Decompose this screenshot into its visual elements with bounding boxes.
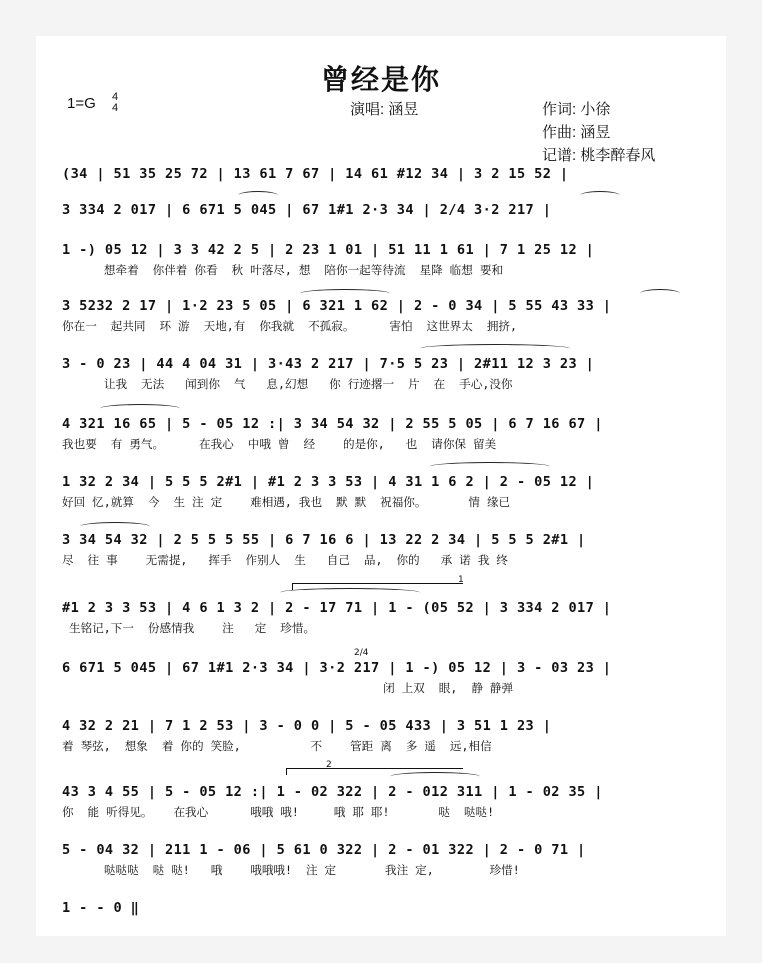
time-sig-bottom: 4	[112, 102, 119, 114]
time-signature	[112, 92, 118, 114]
system-notes: 4 321 16 65 | 5 - 05 12 :| 3 34 54 32 | 2 55 5 05 | 6 7 16 67 |	[62, 416, 603, 432]
slur-mark	[280, 588, 420, 597]
composer-credit: 作曲: 涵昱	[542, 124, 611, 141]
system-lyrics: 我也要 有 勇气。 在我心 中哦 曾 经 的是你, 也 请你保 留美	[62, 437, 497, 451]
system-lyrics: 你 能 听得见。 在我心 哦哦 哦! 哦 耶 耶! 哒 哒哒!	[62, 805, 495, 819]
system-notes: 1 - - 0 ‖	[62, 900, 140, 916]
slur-mark	[300, 289, 390, 298]
system-notes: 3 - 0 23 | 44 4 04 31 | 3·43 2 217 | 7·5 5 23 | 2#11 12 3 23 |	[62, 356, 595, 372]
system-4	[62, 296, 692, 334]
system-lyrics: 着 琴弦, 想象 着 你的 笑脸, 不 管距 离 多 遥 远,相信	[62, 739, 492, 753]
singer-credit: 演唱: 涵昱	[350, 101, 419, 118]
system-notes: 3 5232 2 17 | 1·2 23 5 05 | 6 321 1 62 | 2 - 0 34 | 5 55 43 33 |	[62, 298, 612, 314]
slur-mark	[430, 462, 550, 471]
slur-mark	[580, 191, 620, 200]
system-1	[62, 164, 692, 186]
system-13	[62, 840, 692, 878]
system-lyrics: 哒哒哒 哒 哒! 哦 哦哦哦! 注 定 我注 定, 珍惜!	[62, 863, 520, 877]
system-lyrics: 生铭记,下一 份感情我 注 定 珍惜。	[62, 621, 316, 635]
system-14	[62, 898, 692, 918]
system-10	[62, 658, 692, 696]
system-lyrics: 尽 往 事 无需提, 挥手 作别人 生 自己 品, 你的 承 诺 我 终	[62, 553, 508, 567]
system-notes: 4 32 2 21 | 7 1 2 53 | 3 - 0 0 | 5 - 05 433 | 3 51 1 23 |	[62, 718, 552, 734]
system-lyrics: 让我 无法 闻到你 气 息,幻想 你 行迹撂一 片 在 手心,没你	[62, 377, 513, 391]
time-sig-top: 4	[112, 91, 119, 103]
song-title: 曾经是你	[320, 63, 441, 96]
slur-mark	[420, 344, 570, 353]
system-notes: 1 32 2 34 | 5 5 5 2#1 | #1 2 3 3 53 | 4 31 1 6 2 | 2 - 05 12 |	[62, 474, 595, 490]
transcriber-credit: 记谱: 桃李醉春风	[542, 147, 656, 164]
system-notes: #1 2 3 3 53 | 4 6 1 3 2 | 2 - 17 71 | 1 - (05 52 | 3 334 2 017 |	[62, 600, 612, 616]
system-lyrics: 闭 上双 眼, 静 静弹	[62, 681, 514, 695]
system-notes: 3 334 2 017 | 6 671 5 045 | 67 1#1 2·3 34 | 2/4 3·2 217 |	[62, 202, 552, 218]
system-lyrics: 你在一 起共同 环 游 天地,有 你我就 不孤寂。 害怕 这世界太 拥挤,	[62, 319, 518, 333]
system-notes: 1 -) 05 12 | 3 3 42 2 5 | 2 23 1 01 | 51 11 1 61 | 7 1 25 12 |	[62, 242, 595, 258]
system-notes: (34 | 51 35 25 72 | 13 61 7 67 | 14 61 #12 34 | 3 2 15 52 |	[62, 166, 569, 182]
system-9	[62, 598, 692, 636]
volta-2-number: 2	[326, 760, 332, 770]
system-notes: 5 - 04 32 | 211 1 - 06 | 5 61 0 322 | 2 - 01 322 | 2 - 0 71 |	[62, 842, 586, 858]
meter-change-label: 2/4	[354, 648, 369, 658]
slur-mark	[640, 289, 680, 298]
system-12	[62, 782, 692, 820]
volta-1-number: 1	[458, 575, 464, 585]
system-2	[62, 200, 692, 222]
system-notes: 3 34 54 32 | 2 5 5 5 55 | 6 7 16 6 | 13 22 2 34 | 5 5 5 2#1 |	[62, 532, 586, 548]
system-11	[62, 716, 692, 754]
slur-mark	[390, 772, 480, 781]
system-8	[62, 530, 692, 568]
lyricist-credit: 作词: 小徐	[542, 101, 611, 118]
system-lyrics: 想牵着 你伴着 你看 秋 叶落尽, 想 陪你一起等待流 星降 临想 要和	[62, 263, 504, 277]
system-6	[62, 414, 692, 452]
system-notes: 43 3 4 55 | 5 - 05 12 :| 1 - 02 322 | 2 - 012 311 | 1 - 02 35 |	[62, 784, 603, 800]
slur-mark	[80, 522, 150, 531]
key-signature: 1=G	[67, 95, 96, 112]
system-3	[62, 240, 692, 278]
system-lyrics: 好回 忆,就算 今 生 注 定 难相遇, 我也 默 默 祝福你。 情 缘已	[62, 495, 511, 509]
system-7	[62, 472, 692, 510]
system-5	[62, 354, 692, 392]
slur-mark	[238, 191, 278, 200]
system-notes: 6 671 5 045 | 67 1#1 2·3 34 | 3·2 217 | 1 -) 05 12 | 3 - 03 23 |	[62, 660, 612, 676]
slur-mark	[100, 404, 180, 413]
